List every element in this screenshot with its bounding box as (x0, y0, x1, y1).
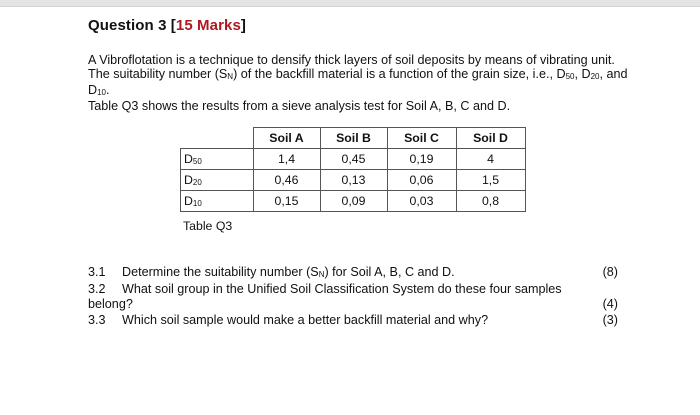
table-cell: 0,45 (320, 149, 387, 170)
intro-line-2: Table Q3 shows the results from a sieve analysis test for Soil A, B, C and D. (88, 99, 511, 113)
intro-sep-2: , and D (88, 67, 628, 97)
sn-subscript: N (227, 72, 234, 81)
table-cell: 4 (456, 149, 525, 170)
question-number: 3.2 (88, 281, 106, 296)
question-text-end: ) for Soil A, B, C and D. (324, 265, 455, 279)
row-label-base: D (184, 194, 193, 208)
table-cell: 1,5 (456, 170, 525, 191)
sub-question-3-3 (88, 313, 618, 329)
question-text: What soil group in the Unified Soil Classification System do these four samples (122, 281, 562, 296)
table-cell: 0,15 (253, 191, 320, 212)
row-label-d50 (181, 149, 254, 170)
row-label-sub: 20 (192, 178, 202, 187)
table-cell: 0,8 (456, 191, 525, 212)
intro-end: . (106, 83, 110, 97)
row-label-sub: 50 (192, 157, 202, 166)
table-header-row (181, 128, 526, 149)
top-bar (0, 0, 700, 7)
row-label-sub: 10 (192, 199, 202, 208)
intro-sep-1: , D (574, 67, 591, 81)
heading-suffix: ] (240, 17, 246, 34)
d50-subscript: 50 (565, 72, 575, 81)
header-soil-a: Soil A (253, 128, 320, 149)
question-heading (88, 17, 246, 34)
question-number: 3.1 (88, 265, 106, 279)
header-soil-d: Soil D (456, 128, 525, 149)
sieve-table (180, 127, 526, 212)
table-cell: 0,13 (320, 170, 387, 191)
row-label-d10 (181, 191, 254, 212)
header-soil-b: Soil B (320, 128, 387, 149)
heading-marks: 15 Marks (175, 17, 241, 34)
row-label-base: D (184, 173, 193, 187)
table-caption: Table Q3 (183, 219, 233, 233)
question-marks: (3) (602, 312, 618, 327)
table-row (181, 149, 526, 170)
question-marks: (8) (602, 265, 618, 279)
header-soil-c: Soil C (387, 128, 456, 149)
row-label-d20 (181, 170, 254, 191)
sub-question-3-1 (88, 265, 618, 282)
table-cell: 1,4 (253, 149, 320, 170)
table-row (181, 170, 526, 191)
table-cell: 0,46 (253, 170, 320, 191)
question-marks: (4) (602, 297, 618, 311)
heading-prefix: Question 3 [ (88, 17, 176, 34)
question-text: Determine the suitability number (S (122, 265, 319, 279)
intro-line-1 (88, 53, 628, 99)
question-number: 3.3 (88, 312, 106, 327)
d10-subscript: 10 (97, 88, 107, 97)
table-cell: 0,09 (320, 191, 387, 212)
row-label-base: D (184, 152, 193, 166)
intro-text-a: A Vibroflotation is a technique to densify thick layers of soil deposits by means of vibrating unit. The suitability number (S (88, 53, 615, 81)
table-row (181, 191, 526, 212)
header-blank-cell (181, 128, 254, 149)
sub-questions (88, 265, 618, 328)
intro-paragraph (88, 53, 628, 113)
sn-subscript: N (318, 270, 325, 279)
table-cell: 0,19 (387, 149, 456, 170)
sieve-table-wrap (180, 127, 526, 212)
question-continuation (88, 297, 618, 313)
table-cell: 0,06 (387, 170, 456, 191)
sub-question-3-2 (88, 282, 618, 313)
intro-text-b: ) of the backfill material is a function of the grain size, i.e., D (233, 67, 566, 81)
d20-subscript: 20 (590, 72, 600, 81)
question-text-cont: belong? (88, 297, 133, 311)
table-cell: 0,03 (387, 191, 456, 212)
question-text: Which soil sample would make a better backfill material and why? (122, 312, 489, 327)
